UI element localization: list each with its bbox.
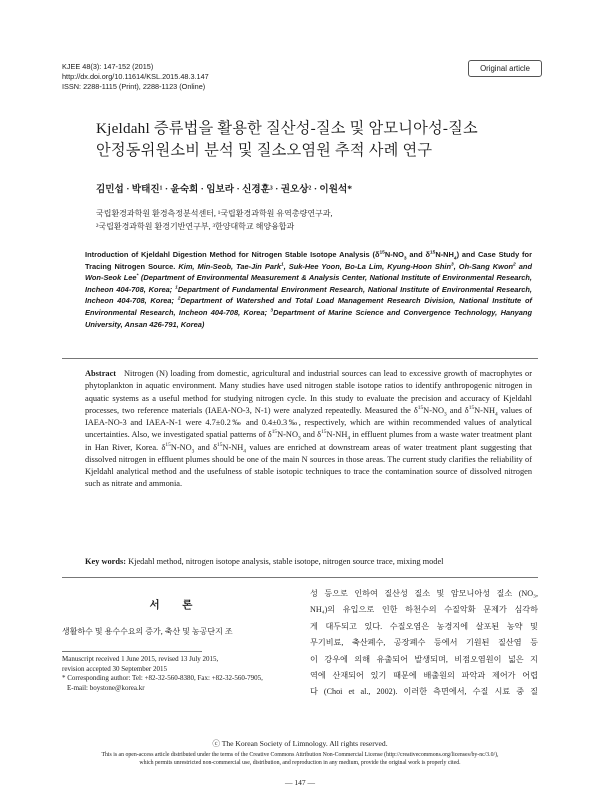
subscript: 4 xyxy=(495,411,498,418)
author-names: , Oh-Sang Kwon xyxy=(453,261,514,271)
abstract-text: values are enriched at downstream areas of water treatment plant suggesting that dissolved nitrogen in effluent plumes should be one of the main N sources in those areas. The current study clarifies the reliability of Kjeldahl analytical method and the usefulness of stable isotopic techniques to trace the contamination source of dissolved nitrogen such as nitrate and ammonia. xyxy=(85,442,532,489)
korean-affiliations xyxy=(96,207,333,233)
superscript: 15 xyxy=(417,404,424,411)
english-affiliation: (Department of Environmental Measurement & Analysis Center, National Institute of Environmental Research, Incheon 404-708, Korea; xyxy=(85,273,532,294)
intro-line: 역에 산재되어 있기 때문에 배출원의 파악과 제어가 어렵 xyxy=(310,671,538,681)
author-names: Kim, Min-Seob, Tae-Jin Park xyxy=(175,261,281,271)
intro-line: 이 강우에 의해 유출되어 발생되며, 비점오염원이 넓은 지 xyxy=(310,654,538,664)
author-names: , Suk-Hee Yoon, Bo-La Lim, Kyung-Hoon Shin xyxy=(283,261,451,271)
subscript: 4 xyxy=(243,448,246,455)
subscript: 3 xyxy=(191,448,195,455)
abstract-bottom-rule xyxy=(62,577,538,578)
affiliation-mark: 1 xyxy=(175,285,178,291)
english-authors xyxy=(85,262,532,329)
korean-title-line1: Kjeldahl 증류법을 활용한 질산성-질소 및 암모니아성-질소 xyxy=(96,120,478,137)
corresponding-mark: * xyxy=(136,273,139,279)
english-title-text: and δ xyxy=(406,250,430,259)
abstract-text: values of IAEA-NO-3 and IAEA-N-1 were 4.7±0.2‰ and 0.4±0.3‰, respectively, which are within recommended values of analytical uncertainties. Also, we investigated spatial patterns of δ xyxy=(85,405,532,440)
affiliation-mark: 2 xyxy=(513,262,516,268)
page-number: — 147 — xyxy=(285,778,315,787)
abstract-text: N-NO xyxy=(277,430,298,440)
journal-meta xyxy=(62,62,209,92)
copyright-notice: ⓒ The Korean Society of Limnology. All rights reserved. xyxy=(212,739,388,748)
korean-title-line2: 안정동위원소비 분석 및 질소오염원 추적 사례 연구 xyxy=(96,142,433,159)
abstract-text: N-NH xyxy=(474,405,495,415)
abstract-label: Abstract xyxy=(85,369,117,378)
superscript: 15 xyxy=(429,250,436,256)
superscript: 15 xyxy=(468,404,475,411)
revision-accepted: revision accepted 30 September 2015 xyxy=(62,664,167,673)
corresponding-email[interactable]: E-mail: boystone@korea.kr xyxy=(67,683,145,692)
english-affiliation: Department of Watershed and Total Load Management Research Division, National Institute of Environmental Research, Incheon 404-708, Korea; xyxy=(85,296,532,317)
subscript: 3 xyxy=(297,435,301,442)
abstract-text: N-NO xyxy=(423,405,445,415)
footnote-rule xyxy=(62,651,202,652)
subscript: 4 xyxy=(347,435,351,442)
intro-line: NH₄)의 유입으로 인한 하천수의 수질악화 문제가 심각하 xyxy=(310,605,538,615)
english-affiliation: Department of Fundamental Environment Research, National Institute of Environmental Research, Incheon 404-708, Korea; xyxy=(85,284,532,306)
intro-line: 다 (Choi et al., 2002). 이러한 측면에서, 수질 시료 중 질 xyxy=(310,687,538,697)
english-title-text: N-NH xyxy=(435,250,454,259)
korean-title xyxy=(96,118,556,162)
abstract-text: N-NH xyxy=(222,442,244,452)
affiliation-mark: 3 xyxy=(270,308,274,314)
manuscript-received: Manuscript received 1 June 2015, revised 13 July 2015, xyxy=(62,655,219,663)
footnotes xyxy=(62,655,290,693)
abstract-top-rule xyxy=(62,358,538,359)
abstract-text: and δ xyxy=(194,442,218,452)
license-line2: which permits unrestricted non-commercial use, distribution, and reproduction in any medium, provide the original work is properly cited. xyxy=(139,760,461,766)
author-names: and Won-Seok Lee xyxy=(85,261,532,283)
abstract-text: and δ xyxy=(446,405,469,415)
subscript: 3 xyxy=(403,256,407,262)
superscript: 15 xyxy=(321,429,327,436)
abstract-text: and δ xyxy=(300,430,322,440)
intro-right-column xyxy=(310,586,538,701)
english-title-text: Introduction of Kjeldahl Digestion Method for Nitrogen Stable Isotope Analysis (δ xyxy=(85,250,380,259)
intro-line: 무기비료, 축산폐수, 공장폐수 등에서 기원된 질산염 등 xyxy=(310,638,538,648)
superscript: 15 xyxy=(271,429,278,436)
license-line1: This is an open-access article distributed under the terms of the Creative Commons Attribution Non-Commercial License (http://creativecommons.org/licenses/by-nc/3.0/), xyxy=(101,752,499,758)
corresponding-author: * Corresponding author: Tel: +82-32-560-8380, Fax: +82-32-560-7905, xyxy=(62,674,263,683)
korean-affiliation-line2: ²국립환경과학원 환경기반연구부, ³한양대학교 해양융합과 xyxy=(96,222,295,231)
superscript: 15 xyxy=(379,250,385,256)
english-title-text: N-NO xyxy=(384,250,404,259)
intro-line: 게 대두되고 있다. 수질오염은 농경지에 살포된 농약 및 xyxy=(310,621,538,631)
superscript: 15 xyxy=(217,441,223,448)
intro-line: 성 등으로 인하여 질산성 질소 및 암모니아성 질소 (NO₃, xyxy=(310,589,538,598)
intro-left-text: 생활하수 및 용수수요의 증가, 축산 및 농공단지 조 xyxy=(62,627,233,636)
section-heading-introduction: 서 론 xyxy=(149,600,203,611)
journal-issn: ISSN: 2288-1115 (Print), 2288-1123 (Online) xyxy=(62,82,206,91)
affiliation-mark: 1 xyxy=(281,262,284,268)
journal-citation: KJEE 48(3): 147-152 (2015) xyxy=(62,62,154,71)
abstract xyxy=(85,368,532,491)
superscript: 15 xyxy=(165,441,171,448)
abstract-text: Nitrogen (N) loading from domestic, agricultural and industrial sources can lead to excessive growth of macrophytes or phytoplankton in aquatic environment. Many studies have used nitrogen stable isotope ratios to identify anthropogenic nitrogen in aquatic systems as a useful method for studying nitrogen cycle. In this study to evaluate the precision and accuracy of Kjeldahl processes, two reference materials (IAEA-NO-3, N-1) were analyzed repeatedly. Measured the δ xyxy=(85,369,532,415)
keywords-label: Key words: xyxy=(85,557,127,566)
korean-affiliation-line1: 국립환경과학원 환경측정분석센터, ¹국립환경과학원 유역총량연구과, xyxy=(96,209,333,218)
korean-authors: 김민섭 · 박태진¹ · 윤숙희 · 임보라 · 신경훈³ · 권오상² · 이원석* xyxy=(96,184,353,195)
keywords-text: Kjedahl method, nitrogen isotope analysis, stable isotope, nitrogen source trace, mixing model xyxy=(126,557,444,566)
subscript: 3 xyxy=(444,411,447,418)
keywords xyxy=(85,556,532,568)
license-notice xyxy=(40,751,560,767)
abstract-text: in effluent plumes from a waste water treatment plant in Han River, Korea. δ xyxy=(85,430,532,452)
affiliation-mark: 3 xyxy=(451,262,454,268)
english-affiliation: Department of Marine Science and Convergence Technology, Hanyang University, Ansan 426-791, Korea) xyxy=(85,307,532,329)
abstract-text: N-NH xyxy=(326,430,348,440)
abstract-text: N-NO xyxy=(170,442,192,452)
journal-doi[interactable]: http://dx.doi.org/10.11614/KSL.2015.48.3.147 xyxy=(62,72,209,81)
english-title-text: ) and Case Study for Tracing Nitrogen Source. xyxy=(85,250,532,271)
affiliation-mark: 2 xyxy=(177,296,181,302)
english-title-block xyxy=(85,249,532,330)
subscript: 4 xyxy=(453,256,457,262)
article-type-badge: Original article xyxy=(468,60,542,77)
